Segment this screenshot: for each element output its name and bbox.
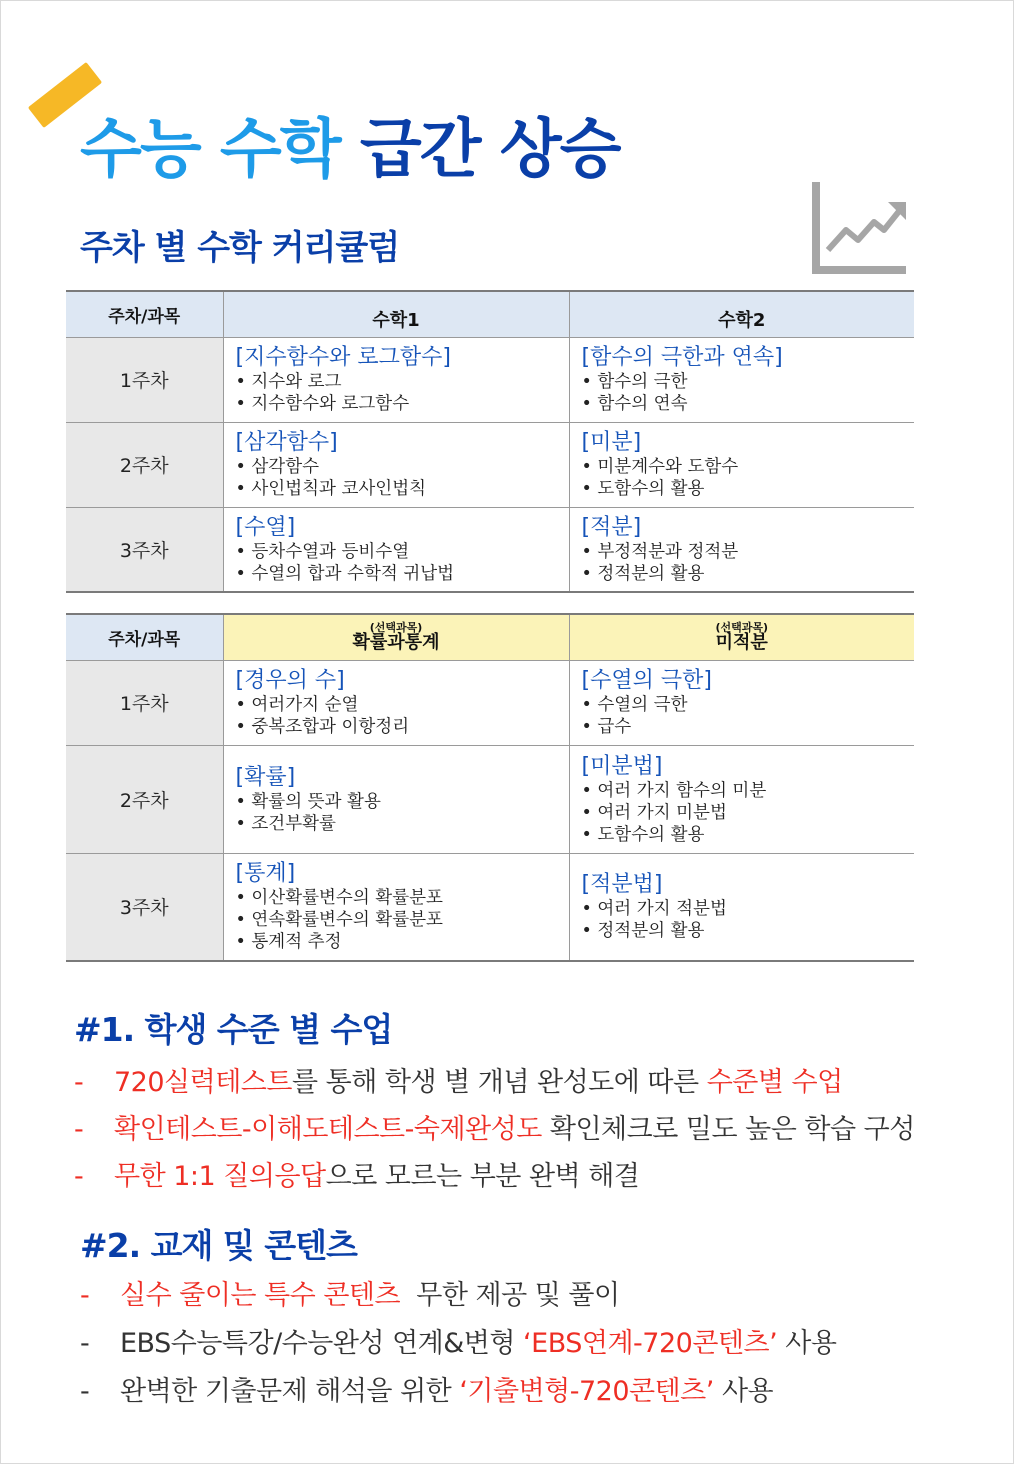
topic-item: • 확률의 뜻과 활용 [236,791,559,813]
header-math2: 수학2 [569,291,914,337]
table-header-row [66,614,914,660]
body-text: 사용 [777,1328,837,1359]
bullet-dash: - [74,1067,84,1098]
bullet-dash: - [80,1328,90,1359]
title-part1: 수능 수학 [80,113,340,187]
body-text: 를 통해 학생 별 개념 완성도에 따른 [291,1067,707,1098]
title-part2: 급간 상승 [359,113,620,187]
bullet-dash: - [80,1280,90,1311]
topic-item: • 도함수의 활용 [582,478,905,500]
topic-cell [569,660,914,745]
header-math1: 수학1 [223,291,569,337]
topic-item: • 여러가지 순열 [236,694,559,716]
topic-item: • 통계적 추정 [236,931,559,953]
header-elective-note: (선택과목) [369,621,423,635]
highlight-text: ‘EBS연계-720콘텐츠’ [523,1328,778,1359]
week-label: 1주차 [66,660,223,745]
topic-title: [수열] [235,514,296,540]
highlight-text: 확인테스트-이해도테스트-숙제완성도 [114,1114,542,1145]
bullet-dash: - [74,1114,84,1145]
topic-item: • 급수 [582,716,905,738]
topic-title: [미분] [581,430,642,455]
topic-item: • 미분계수와 도함수 [582,456,905,478]
highlight-text: 실수 줄이는 특수 콘텐츠 [120,1280,401,1311]
topic-title: [경우의 수] [235,668,345,693]
topic-title: [지수함수와 로그함수] [235,345,451,370]
table-row [66,745,914,853]
body-text: 완벽한 기출문제 해석을 위한 [120,1376,460,1407]
table-row [66,660,914,745]
body-text: EBS수능특강/수능완성 연계&변형 [120,1328,524,1359]
body-text: 확인체크로 밀도 높은 학습 구성 [541,1114,915,1145]
topic-title: [확률] [235,764,296,790]
body-text: 무한 제공 및 풀이 [400,1280,620,1311]
topic-item: • 조건부확률 [236,813,559,835]
topic-title: [적분법] [581,872,663,898]
highlight-text: 720실력테스트 [114,1067,292,1098]
topic-item: • 정적분의 활용 [582,920,905,942]
page-title [80,98,619,190]
topic-title: [미분법] [581,753,663,779]
week-label: 3주차 [66,507,223,592]
topic-title: [수열의 극한] [581,668,712,693]
topic-item: • 삼각함수 [236,456,559,478]
table-header-row [66,291,914,337]
topic-cell [223,853,569,961]
curriculum-table-math [66,290,914,593]
header-week: 주차/과목 [66,614,223,660]
section2-bullet [80,1321,836,1360]
topic-item: • 여러 가지 함수의 미분 [582,780,905,802]
bullet-dash: - [80,1376,90,1407]
topic-item: • 등차수열과 등비수열 [236,541,559,563]
topic-item: • 지수와 로그 [236,371,559,393]
section1-bullet [74,1107,915,1146]
week-label: 2주차 [66,745,223,853]
topic-item: • 연속확률변수의 확률분포 [236,909,559,931]
curriculum-table-elective [66,613,914,962]
topic-cell [223,422,569,507]
topic-cell [569,422,914,507]
topic-item: • 이산확률변수의 확률분포 [236,887,559,909]
topic-item: • 함수의 연속 [582,393,905,415]
topic-cell [569,853,914,961]
bullet-dash: - [74,1161,84,1192]
topic-cell [223,745,569,853]
section1-bullet [74,1060,843,1099]
section1-heading: #1. 학생 수준 별 수업 [74,1010,393,1049]
topic-cell [569,337,914,422]
table-row [66,507,914,592]
topic-item: • 부정적분과 정적분 [582,541,905,563]
section1-bullet [74,1154,639,1193]
topic-item: • 여러 가지 미분법 [582,802,905,824]
body-text: 사용 [713,1376,774,1407]
header-calculus [569,614,914,660]
header-probability-statistics [223,614,569,660]
topic-title: [함수의 극한과 연속] [581,345,783,370]
highlight-text: ‘기출변형-720콘텐츠’ [459,1376,714,1407]
table-row [66,337,914,422]
week-label: 2주차 [66,422,223,507]
topic-item: • 정적분의 활용 [582,563,905,585]
table-row [66,853,914,961]
topic-item: • 수열의 합과 수학적 귀납법 [236,563,559,585]
week-label: 1주차 [66,337,223,422]
topic-cell [223,660,569,745]
topic-title: [삼각함수] [235,430,338,455]
header-week: 주차/과목 [66,291,223,337]
topic-cell [223,507,569,592]
section2-bullet [80,1273,620,1312]
week-label: 3주차 [66,853,223,961]
topic-item: • 여러 가지 적분법 [582,898,905,920]
topic-cell [569,507,914,592]
topic-cell [569,745,914,853]
header-elective-note: (선택과목) [715,621,769,635]
topic-item: • 수열의 극한 [582,694,905,716]
highlight-text: 무한 1:1 질의응답 [114,1161,326,1192]
topic-item: • 사인법칙과 코사인법칙 [236,478,559,500]
topic-item: • 도함수의 활용 [582,824,905,846]
section2-heading: #2. 교재 및 콘텐츠 [80,1226,357,1265]
curriculum-subtitle: 주차 별 수학 커리큘럼 [80,228,400,268]
topic-item: • 지수함수와 로그함수 [236,393,559,415]
highlight-text: 수준별 수업 [706,1067,843,1098]
header-label: 미적분 [715,631,768,653]
section2-bullet [80,1369,773,1408]
topic-item: • 중복조합과 이항정리 [236,716,559,738]
chart-up-trend-icon [808,180,908,276]
topic-title: [통계] [235,861,296,887]
topic-item: • 함수의 극한 [582,371,905,393]
body-text: 으로 모르는 부분 완벽 해결 [325,1161,640,1192]
table-row [66,422,914,507]
header-label: 확률과통계 [352,631,440,653]
topic-title: [적분] [581,514,642,540]
topic-cell [223,337,569,422]
